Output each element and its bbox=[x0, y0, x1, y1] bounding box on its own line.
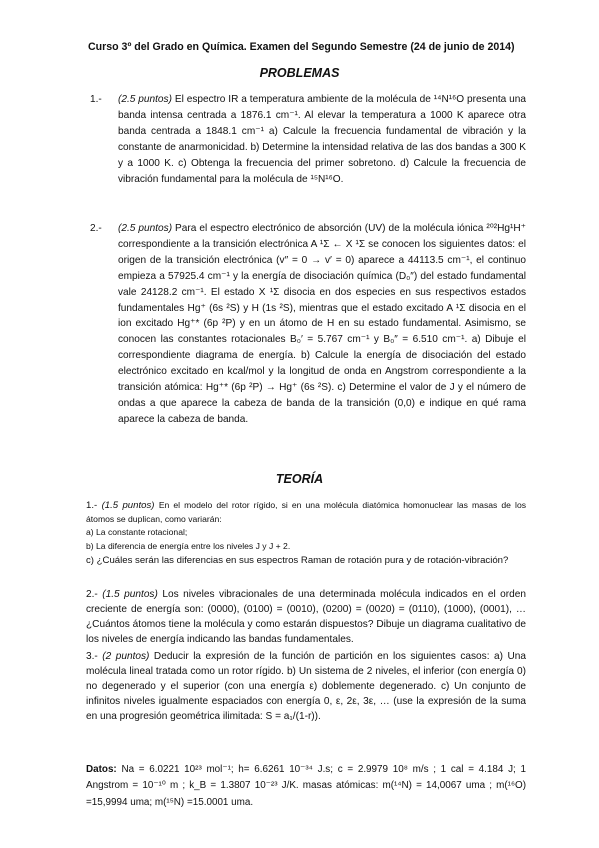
theory-1 bbox=[86, 499, 526, 568]
theory-1-item-a: a) La constante rotacional; bbox=[86, 527, 188, 538]
theory-2-text: Los niveles vibracionales de una determinada molécula indicados en el orden creciente de energía son: (0000), (0100) = (0010), (0200) = (0020) = (0110), (1000), (0001), … ¿Cuántos átomos tiene la molécula y como estarán dispuestos? Dibuje un diagrama cualitativo de los niveles de energía indicando las bandas fundamentales. bbox=[86, 589, 526, 646]
theory-2 bbox=[86, 587, 526, 647]
problem-2-text: Para el espectro electrónico de absorción (UV) de la molécula iónica ²⁰²Hg¹H⁺ correspondiente a la transición electrónica A ¹Σ ← X ¹Σ se conocen los siguientes datos: el origen de la transición electrónica (v″ = 0 → v′ = 0) aparece a 44113.5 cm⁻¹, el continuo empieza a 57925.4 cm⁻¹ y la energía de disociación química (D₀″) del estado fundamental vale 24128.2 cm⁻¹. El estado X ¹Σ disocia en dos especies en sus respectivos estados fundamentales Hg⁺ (6s ²S) y H (1s ²S), mientras que el estado excitado A ¹Σ disocia en el ion excitado Hg⁺* (6p ²P) y en un átomo de H en su estado fundamental. Asimismo, se conocen las constantes rotacionales B₀′ = 5.767 cm⁻¹ y B₀″ = 6.510 cm⁻¹. a) Dibuje el correspondiente diagrama de energía. b) Calcule la energía de disociación del estado electrónico excitado en kcal/mol y la longitud de onda en Angstrom correspondiente a la transición atómica: Hg⁺* (6p ²P) → Hg⁺ (6s ²S). c) Determine el valor de J y el número de ondas a que aparece la cabeza de banda de la transición (0,0) e indique en qué rama aparece la cabeza de banda. bbox=[118, 223, 526, 425]
problem-1 bbox=[90, 92, 526, 187]
datos-text: Na = 6.0221 10²³ mol⁻¹; h= 6.6261 10⁻³⁴ J.s; c = 2.9979 10⁸ m/s ; 1 cal = 4.184 J; 1 Angstrom = 10⁻¹⁰ m ; k_B = 1.3807 10⁻²³ J/K. masas atómicas: m(¹⁴N) = 14,0067 uma ; m(¹⁶O) =15,9994 uma; m(¹⁵N) =15.0001 uma. bbox=[86, 764, 526, 808]
theory-1-item-c: c) ¿Cuáles serán las diferencias en sus espectros Raman de rotación pura y de rotación-vibración? bbox=[86, 554, 509, 566]
theory-1-number: 1.- bbox=[86, 500, 98, 511]
theory-2-number: 2.- bbox=[86, 589, 98, 600]
datos-label: Datos: bbox=[86, 764, 117, 775]
theory-1-text: En el modelo del rotor rígido, si en una molécula diatómica homonuclear las masas de los átomos se duplican, como variarán: bbox=[86, 500, 527, 524]
problem-2-points: (2.5 puntos) bbox=[118, 223, 173, 234]
theory-2-points: (1.5 puntos) bbox=[102, 589, 158, 600]
theory-3 bbox=[86, 649, 526, 724]
theory-1-points: (1.5 puntos) bbox=[101, 500, 155, 511]
problem-1-text: El espectro IR a temperatura ambiente de la molécula de ¹⁴N¹⁶O presenta una banda intensa centrada a 1876.1 cm⁻¹. Al elevar la temperatura a 1000 K aparece otra banda centrada a 1848.1 cm⁻¹ a) Calcule la frecuencia fundamental de vibración y la constante de anarmonicidad. b) Determine la intensidad relativa de las dos bandas a 300 K y a 1000 K. c) Obtenga la frecuencia del primer sobretono. d) Calcule la frecuencia de vibración fundamental para la molécula de ¹⁵N¹⁶O. bbox=[118, 94, 526, 185]
problem-2 bbox=[90, 221, 526, 428]
problem-1-points: (2.5 puntos) bbox=[118, 94, 172, 105]
datos-block bbox=[86, 762, 526, 811]
problem-1-number: 1.- bbox=[90, 94, 102, 105]
theory-3-number: 3.- bbox=[86, 651, 98, 662]
problem-2-number: 2.- bbox=[90, 223, 102, 234]
problemas-title: PROBLEMAS bbox=[259, 66, 340, 80]
teoria-title: TEORÍA bbox=[275, 472, 324, 486]
exam-header: Curso 3º del Grado en Química. Examen del Segundo Semestre (24 de junio de 2014) bbox=[88, 41, 515, 53]
theory-3-points: (2 puntos) bbox=[102, 651, 150, 662]
theory-1-item-b: b) La diferencia de energía entre los niveles J y J + 2. bbox=[86, 541, 291, 552]
theory-3-text: Deducir la expresión de la función de partición en los siguientes casos: a) Una molécula lineal tratada como un rotor rígido. b) Un sistema de 2 niveles, el inferior (con energía 0) no degenerado y el superior (con una energía ε) doblemente degenerado. c) Un conjunto de infinitos niveles igualmente espaciados con energía 0, ε, 2ε, 3ε, … (use la expresión de la suma en una progresión geométrica ilimitada: S = a₁/(1-r)). bbox=[86, 651, 526, 723]
